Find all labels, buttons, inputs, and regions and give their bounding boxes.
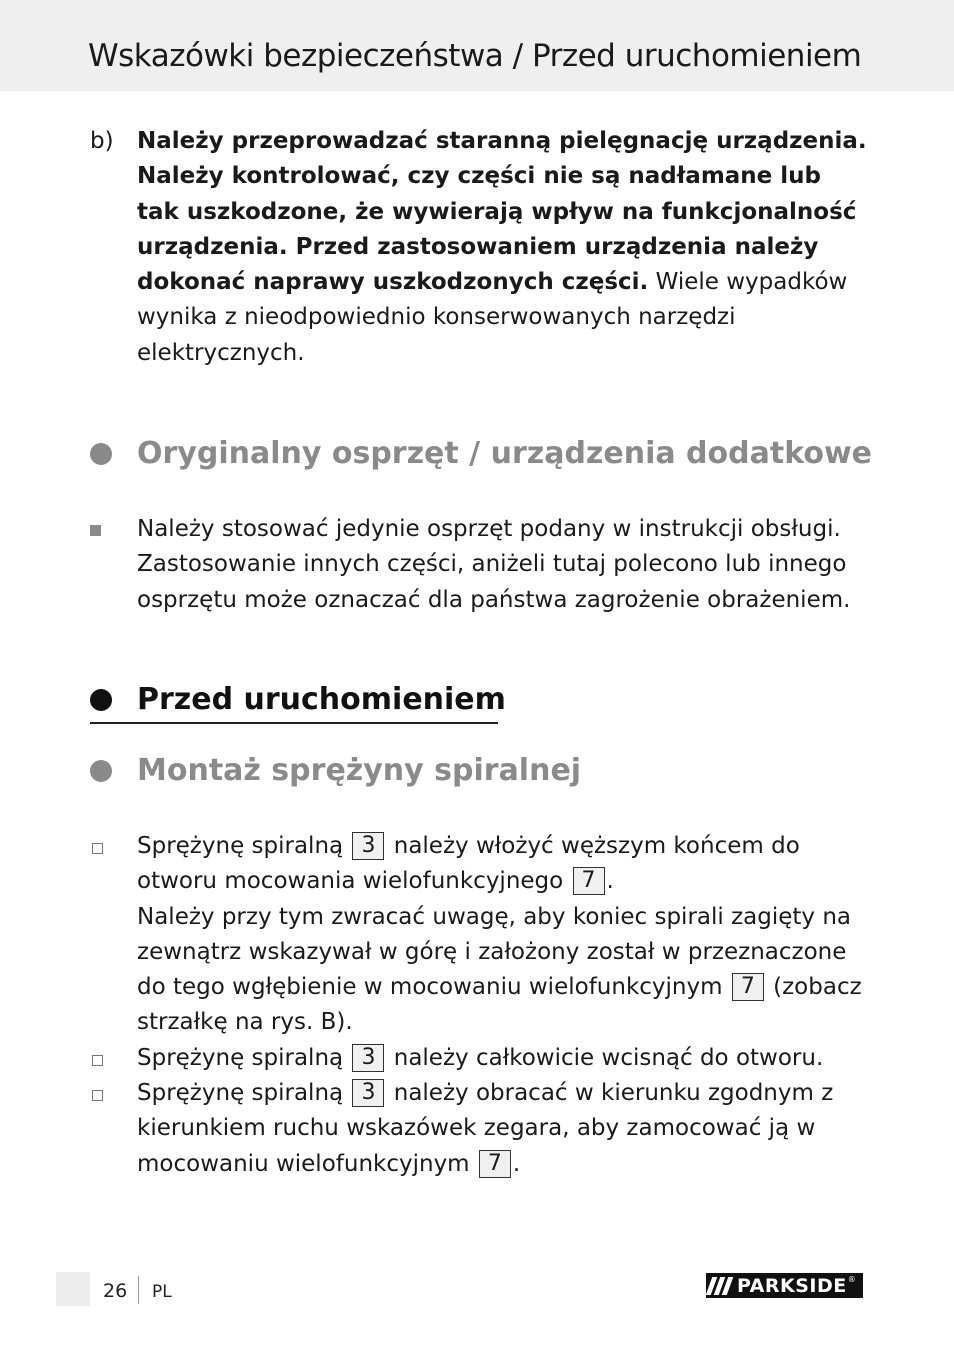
square-bullet-icon [90,525,101,536]
checkbox-bullet-icon [92,1090,103,1101]
checkbox-bullet-icon [92,1055,103,1066]
section-b-text [137,124,867,371]
footer-divider [138,1276,139,1304]
ref-number: 3 [352,1079,384,1107]
list-item [90,1041,880,1076]
logo-stripes-icon [709,1273,733,1298]
step-text: należy całkowicie wcisnąć do otworu. [393,1044,824,1071]
heading-before-start [90,682,506,717]
step-text: należy włożyć węższym końcem do otworu mocowania wielofunkcyjnego [137,833,800,895]
accessories-list [90,512,880,618]
step-3-text [137,1076,877,1182]
accessories-item-text: Należy stosować jedynie osprzęt podany w instrukcji obsługi. Zastosowanie innych części, aniżeli tutaj polecono lub innego osprzętu może oznaczać dla państwa zagrożenie obrażeniem. [137,516,851,613]
heading-accessories [90,436,872,471]
step-text: Sprężynę spiralną [137,1080,344,1107]
ref-number: 7 [573,867,605,895]
ref-number: 3 [352,832,384,860]
bullet-dot-icon [90,689,112,711]
heading-spring-mount [90,753,581,788]
item-label-b: b) [90,128,114,154]
section-b [90,124,870,371]
list-item [90,1076,880,1182]
checkbox-bullet-icon [92,843,103,854]
step-text: należy obracać w kierunku zgodnym z kierunkiem ruchu wskazówek zegara, aby zamocować ją w mocowaniu wielofunkcyjnym [137,1080,834,1177]
step-text: Należy przy tym zwracać uwagę, aby koniec spirali zagięty na zewnątrz wskazywał w górę i założony został w przeznaczone do tego wgłębienie w mocowaniu wielofunkcyjnym [137,903,852,1001]
step-text: . [606,868,614,895]
logo-text: PARKSIDE [737,1274,847,1297]
registered-mark: ® [847,1275,856,1284]
bullet-dot-icon [90,760,112,782]
list-item [90,829,880,1041]
section-b-bold: Należy przeprowadzać staranną pielęgnację urządzenia. Należy kontrolować, czy części nie są nadłamane lub tak uszkodzone, że wywierają wpływ na funkcjonalność urządzenia. Przed zastosowaniem urządzenia należy dokonać naprawy uszkodzonych części. [137,128,867,296]
section-b-normal: Wiele wypadków wynika z nieodpowiednio konserwowanych narzędzi elektrycznych. [137,269,848,366]
page-title: Wskazówki bezpieczeństwa / Przed uruchomieniem [88,38,862,74]
step-text: Sprężynę spiralną [137,1044,344,1071]
heading-accessories-text: Oryginalny osprzęt / urządzenia dodatkowe [137,436,873,471]
ref-number: 7 [479,1150,511,1178]
page-number: 26 [103,1280,128,1302]
list-item [90,512,880,618]
step-2-text [137,1041,877,1076]
ref-number: 7 [732,973,764,1001]
language-code: PL [152,1282,172,1302]
heading-underline [90,722,498,724]
parkside-logo [706,1273,863,1298]
bullet-dot-icon [90,443,112,465]
footer-tab [56,1272,90,1306]
heading-before-start-text: Przed uruchomieniem [137,682,506,717]
heading-spring-mount-text: Montaż sprężyny spiralnej [137,753,582,788]
step-1-text [137,829,877,1041]
step-text: Sprężynę spiralną [137,833,344,859]
spring-steps-list [90,829,880,1182]
step-text: . [512,1150,521,1177]
ref-number: 3 [352,1044,384,1072]
step-text: (zobacz strzałkę na rys. B). [137,974,862,1036]
